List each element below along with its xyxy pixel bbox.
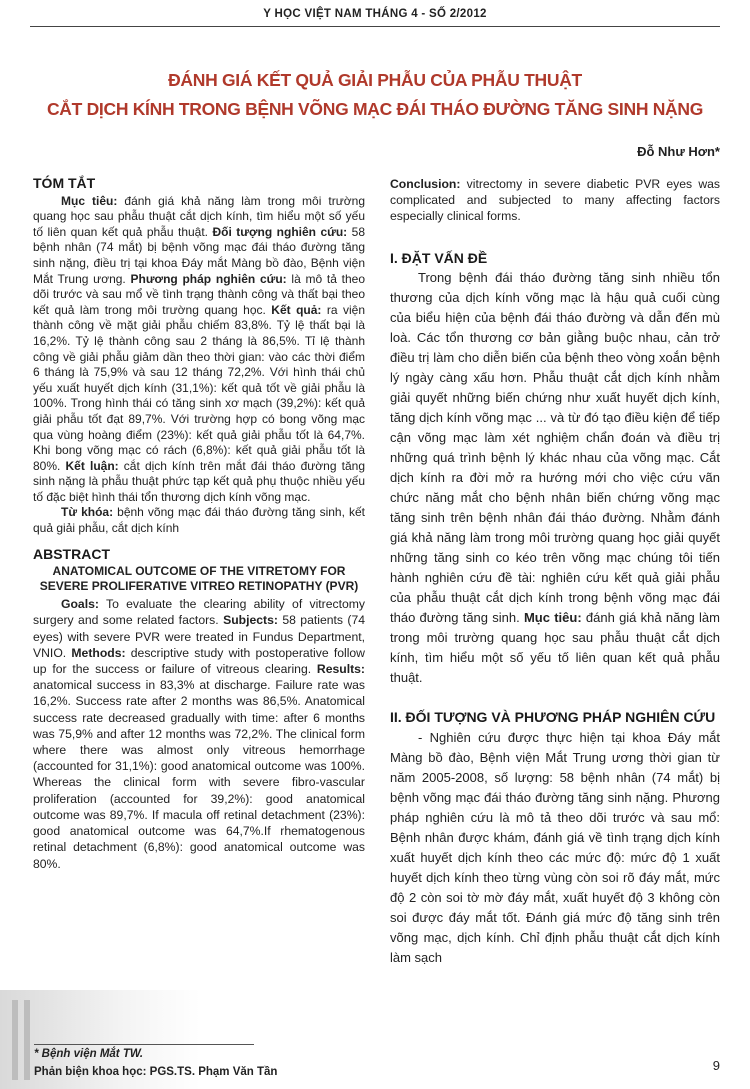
conclusion-label: Conclusion:	[390, 177, 461, 191]
tomtat-paragraph	[33, 194, 365, 506]
tukhoa-label: Từ khóa:	[61, 505, 114, 520]
section-1-heading: I. ĐẶT VẤN ĐỀ	[390, 249, 488, 266]
author: Đỗ Như Hơn*	[637, 144, 720, 159]
header-rule	[30, 26, 720, 27]
conclusion-text: vitrectomy in severe diabetic PVR eyes was complicated and subjected to many affecting factors especially clinical forms.	[390, 177, 720, 224]
right-column	[390, 176, 720, 968]
journal-header: Y HỌC VIỆT NAM THÁNG 4 - SỐ 2/2012	[263, 8, 487, 20]
pp-label: Phương pháp nghiên cứu:	[130, 271, 287, 286]
section-1-muc-tieu-text: đánh giá khả năng làm trong môi trường quang học sau phẫu thuật cắt dịch kính, tìm hiểu một số yếu tố liên quan kết quả phẫu thuật.	[390, 610, 720, 686]
kq-text: ra viện thành công về mặt giải phẫu chiếm 83,8%. Tỷ lệ thất bại là 16,2%. Tỷ lệ thành công sau 2 tháng là 86,5%. Tỉ lệ thành công về giải phẫu giảm dần theo thời gian: vào các thời điểm 6 tháng là 75,9% và sau 12 tháng 72,2%. Với hình thái chủ yếu xuất huyết dịch kính (31,1%): kết quả tốt về giải phẫu là 100%. Trong hình thái có tăng sinh xơ mạch (39,2%): kết quả giải phẫu tốt đạt 89,7%. Với trường hợp có bong võng mạc qua vùng hoàng điểm (23%): kết quả giải phẫu tốt là 64,7%. Khi bong võng mạc có rách (6,8%): kết quả giải phẫu tốt là 80%.	[33, 302, 366, 473]
doi-tuong-text: 58 bệnh nhân (74 mắt) bị bệnh võng mạc đái tháo đường tăng sinh nặng, điều trị tại khoa Đáy mắt Màng bồ đào, Bệnh viện Mắt Trung ương.	[33, 224, 365, 286]
section-1-text: Trong bệnh đái tháo đường tăng sinh nhiều tổn thương của dịch kính võng mạc là hậu quả cuối cùng của biểu hiện của bệnh đái tháo đường và dẫn đến mù loà. Các tổn thương cơ bản giằng buộc nhau, cản trở điều trị làm cho diễn biến của bệnh theo vòng xoắn bệnh lý ngày càng xấu hơn. Phẫu thuật cắt dịch kính nhằm giải quyết những biến chứng như xuất huyết dịch kính, tăng dịch kính võng mạc ... và từ đó tạo điều kiện để tiếp cận võng mạc làm xét nghiệm chẩn đoán và điều trị những quá trình bệnh lý khác nhau của võng mạc. Cắt dịch kính ra đời mở ra hướng mới cho việc cứu vãn chức năng mắt cho bệnh nhân biến chứng võng mạc tăng sinh trên bệnh nhân đái tháo đường. Nhằm đánh giá khả năng làm trong môi trường quang học giải quyết những tăng sinh co kéo trên võng mạc chúng tôi tiến hành nghiên cứu đề tài: nghiên cứu kết quả giải phẫu của phẫu thuật cắt dịch kính trong bệnh võng mạc đái tháo đường tăng sinh.	[390, 270, 720, 626]
left-column	[33, 176, 365, 872]
scan-artifact	[24, 1000, 30, 1080]
paper-title-line-2: CẮT DỊCH KÍNH TRONG BỆNH VÕNG MẠC ĐÁI THÁO ĐƯỜNG TĂNG SINH NẶNG	[46, 99, 704, 119]
goals-label: Goals:	[61, 597, 99, 612]
methods-label: Methods:	[71, 645, 126, 660]
footnote-rule	[34, 1044, 254, 1045]
results-label: Results:	[316, 662, 365, 677]
section-2-heading: II. ĐỐI TƯỢNG VÀ PHƯƠNG PHÁP NGHIÊN CỨU	[390, 709, 716, 726]
page-number: 9	[712, 1058, 720, 1073]
abstract-paragraph	[33, 596, 365, 871]
kq-label: Kết quả:	[271, 302, 322, 317]
kl-label: Kết luận:	[65, 458, 119, 473]
section-1-paragraph	[390, 268, 720, 688]
results-text: anatomical success in 83,3% at discharge. Failure rate was 16,2%. Success rate after 2 months was 86,5%. Anatomical success rate decreased gradually with time: after 6 months was 75,9% and after 12 months was 72,2%. The clinical form where there was almost only vitreous hemorrhage (accounted for 31,1%): good anatomical outcome was 100%. Whereas the clinical form with severe fibro-vascular proliferation (accounted for 39,2%): good anatomical outcome was 89,7%. If macula off retinal detachment (23%): good anatomical outcome was 64,7%.If rhematogenous retinal detachment (6,8%): good anatomical outcome was 80%.	[33, 678, 365, 871]
paper-title-line-1: ĐÁNH GIÁ KẾT QUẢ GIẢI PHẪU CỦA PHẪU THUẬT	[168, 70, 582, 90]
abstract-continuation	[390, 176, 720, 225]
methods-text: descriptive study with postoperative follow up for the success or failure of vitreous clearing.	[33, 645, 365, 677]
scan-artifact	[12, 1000, 18, 1080]
abstract-title: ANATOMICAL OUTCOME OF THE VITRETOMY FOR SEVERE PROLIFERATIVE VITREO RETINOPATHY (PVR)	[39, 564, 359, 594]
tomtat-heading: TÓM TẮT	[33, 175, 96, 191]
footnote-affiliation: * Bệnh viện Mắt TW.	[34, 1048, 144, 1060]
section-1-muc-tieu-label: Mục tiêu:	[523, 610, 582, 626]
abstract-heading: ABSTRACT	[33, 545, 110, 562]
section-2-paragraph: - Nghiên cứu được thực hiện tại khoa Đáy mắt Màng bồ đào, Bệnh viện Mắt Trung ương thời gian từ năm 2005-2008, số lượng: 58 bệnh nhân (74 mắt) bị bệnh võng mạc đái tháo đường tăng sinh nặng. Phương pháp nghiên cứu là mô tả theo dõi trước và sau mổ: Bệnh nhân được khám, đánh giá về tình trạng dịch kính xuất huyết dịch kính theo các mức độ: mức độ 1 xuất huyết dịch kính theo từng vùng còn soi rõ đáy mắt, mức độ 2 còn soi tờ mờ đáy mắt, xuất huyết độ 3 không còn soi được đáy mắt tốt. Đánh giá mức độ tăng sinh trên võng mạc, dịch kính. Chỉ định phẫu thuật cắt dịch kính làm sạch	[390, 729, 720, 965]
doi-tuong-label: Đối tượng nghiên cứu:	[212, 224, 348, 239]
muc-tieu-text: đánh giá khả năng làm trong môi trường quang học sau phẫu thuật cắt dịch kính, tìm hiểu một số yếu tố liên quan kết quả phẫu thuật.	[33, 193, 365, 239]
footnote-reviewer: Phản biện khoa học: PGS.TS. Phạm Văn Tần	[34, 1066, 278, 1078]
muc-tieu-label: Mục tiêu:	[61, 193, 118, 208]
kl-text: cắt dịch kính trên mắt đái tháo đường tăng sinh nặng là phẫu thuật phức tạp kết quả phụ thuộc nhiều yếu tố đặc biệt hình thái tổn thương dịch kính võng mạc.	[33, 458, 365, 504]
tukhoa-text: bệnh võng mạc đái tháo đường tăng sinh, kết quả giải phẫu, cắt dịch kính	[33, 505, 366, 536]
subjects-text: 58 patients (74 eyes) with severe PVR were treated in Fundus Department, VNIO.	[33, 613, 366, 660]
tukhoa-paragraph	[33, 505, 365, 536]
subjects-label: Subjects:	[223, 613, 278, 628]
pp-text: là mô tả theo dõi trước và sau mổ về tình trạng thành công và thất bại theo kết quả làm trong môi trường quang học.	[33, 271, 366, 317]
goals-text: To evaluate the clearing ability of vitrectomy surgery and some related factors.	[33, 597, 365, 628]
